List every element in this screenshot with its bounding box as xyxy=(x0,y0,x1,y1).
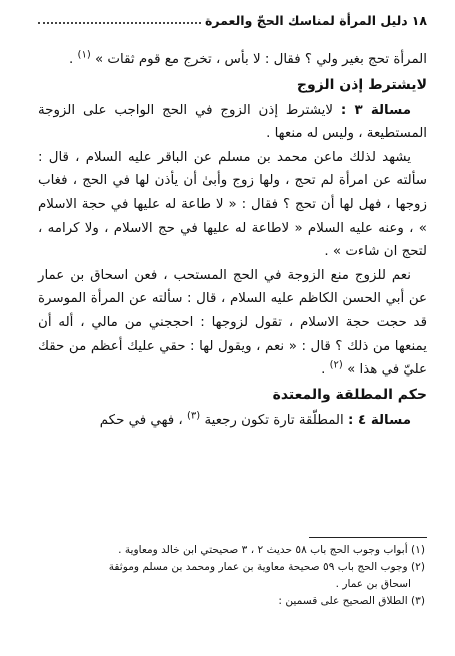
section-heading-divorced: حكم المطلقة والمعتدة xyxy=(272,386,427,403)
para3-text: نعم للزوج منع الزوجة في الحج المستحب ، فعن اسحاق بن عمار عن أبي الحسن الكاظم عليه السلام ، قال : سألته عن المرأة الموسرة قد حجت حجة الاسلام ، تقول لزوجها : احججني من مالي ، أله أن يمنعها من ذلك ؟ قال : « نعم ، ويقول لها : حقي عليك أعظم من حقك عليّ في هذا » xyxy=(38,267,427,378)
footnote-separator xyxy=(309,537,427,538)
masala-4 xyxy=(38,409,427,433)
line1-text: المرأة تحج بغير ولي ؟ فقال : لا بأس ، تخرج مع قوم ثقات » xyxy=(94,52,427,67)
page-number: ١٨ xyxy=(411,12,427,28)
footnote-ref-2: (٢) xyxy=(329,359,343,371)
masala-4-label: مسالة ٤ : xyxy=(348,412,411,428)
footnote-2: (٢) وجوب الحج باب ٥٩ صحيحة معاوية بن عمار ومحمد بن مسلم وموثقة xyxy=(108,561,425,573)
footnote-ref-3: (٣) xyxy=(187,410,201,422)
masala-4-tail: ، فهي في حكم xyxy=(99,412,183,428)
masala-3 xyxy=(38,99,427,146)
paragraph-line1: المرأة تحج بغير ولي ؟ فقال : لا بأس ، تخرج مع قوم ثقات » $^{(١)}$ . xyxy=(69,49,427,67)
section-heading-husband-permission: لايشترط إذن الزوج xyxy=(296,76,427,93)
paragraph-recommended-hajj: نعم للزوج منع الزوجة في الحج المستحب ، فعن اسحاق بن عمار عن أبي الحسن الكاظم عليه السلام ، قال : سألته عن المرأة الموسرة قد حجت حجة الاسلام ، تقول لزوجها : احججني من مالي ، أله أن يمنعها من ذلك ؟ قال : « نعم ، ويقول لها : حقي عليك أعظم من حقك عليّ في هذا » $^{(٢)}$ . xyxy=(38,267,427,378)
footnote-2-continued: اسحاق بن عمار . xyxy=(335,578,411,590)
footnote-3: (٣) الطلاق الصحيح على قسمين : xyxy=(278,595,425,607)
masala-3-label: مسالة ٣ : xyxy=(340,102,411,118)
masala-3-text: لايشترط إذن الزوج في الحج الواجب على الزوجة المستطيعة ، وليس له منعها . xyxy=(38,102,427,142)
paragraph-evidence: يشهد لذلك ماعن محمد بن مسلم عن الباقر عليه السلام ، قال : سألته عن امرأة لم تحج ، ولها زوج وأبىٰ أن يأذن لها في الحج ، فغاب زوجها ، فهل لها أن تحج ؟ فقال : « لا طاعة له عليها في حجة الاسلام » ، وعنه عليه السلام « لاطاعة له عليها في حج الاسلام ، ولا كرامه ، لتحج ان شاءت » . xyxy=(38,149,427,260)
running-header xyxy=(38,8,427,32)
footnote-ref-1: (١) xyxy=(77,49,91,61)
footnote-1: (١) أبواب وجوب الحج باب ٥٨ حديث ٢ ، ٣ صحيحتي ابن خالد ومعاوية . xyxy=(118,544,425,556)
footnotes xyxy=(40,542,425,610)
masala-4-text: المطلّقة تارة تكون رجعية xyxy=(204,412,344,428)
header-dot-leader xyxy=(38,22,201,24)
main-text xyxy=(38,48,427,432)
running-title: دليل المرأة لمناسك الحجّ والعمرة xyxy=(205,12,408,28)
